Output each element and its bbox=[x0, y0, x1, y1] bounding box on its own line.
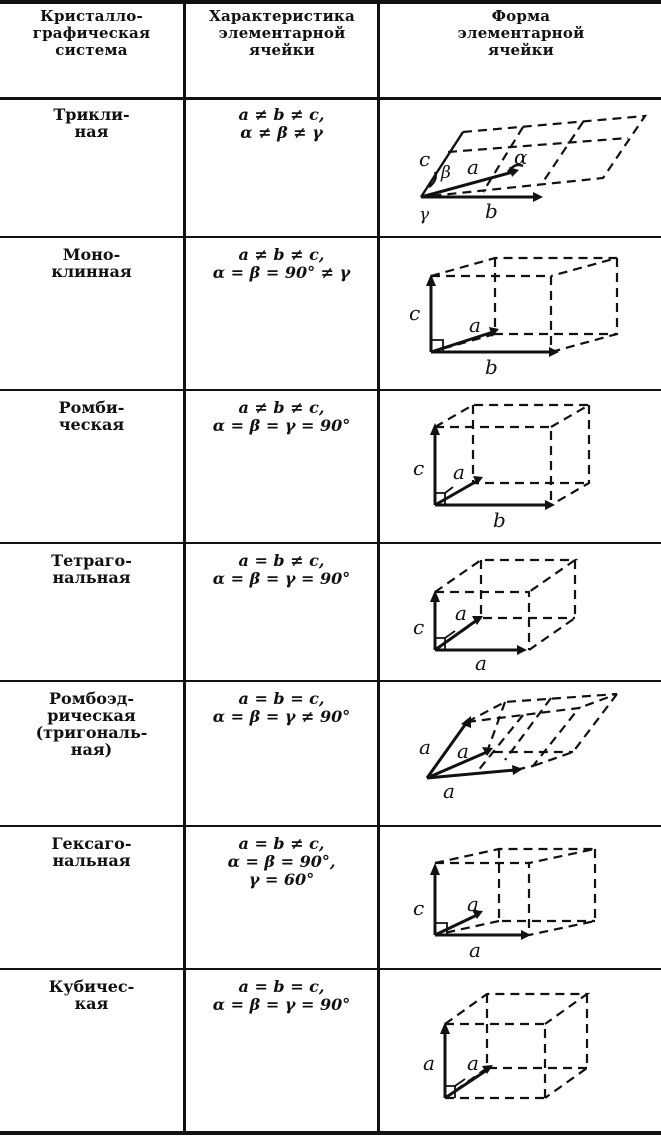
row-divider bbox=[0, 542, 661, 544]
hexagonal-cell-diagram bbox=[383, 829, 655, 965]
row-divider bbox=[0, 825, 661, 827]
system-name: Ромби- ческая bbox=[58, 398, 125, 434]
label-a: a bbox=[457, 739, 469, 763]
label-a: a bbox=[467, 892, 479, 916]
arrow-head-c bbox=[430, 863, 440, 875]
rhombohedral-cell-diagram bbox=[383, 684, 655, 824]
label-b: a bbox=[475, 651, 487, 675]
triclinic-cell-diagram bbox=[383, 100, 655, 234]
label-b: a bbox=[469, 938, 481, 962]
cell-characteristic: a = b = c, α = β = γ = 90° bbox=[212, 977, 351, 1014]
label-b: b bbox=[485, 355, 498, 379]
cubic-cell-diagram bbox=[383, 972, 655, 1128]
label-b: a bbox=[443, 779, 455, 803]
label-c: c bbox=[413, 456, 425, 480]
label-c: c bbox=[413, 896, 425, 920]
arrow-head-b bbox=[517, 645, 527, 655]
top-rule bbox=[0, 0, 661, 4]
row-divider bbox=[0, 968, 661, 970]
arrow-head-b bbox=[533, 192, 543, 202]
arrow-head-b bbox=[545, 500, 555, 510]
bottom-rule bbox=[0, 1131, 661, 1135]
label-b: b bbox=[485, 199, 498, 223]
row-divider bbox=[0, 680, 661, 682]
label-c: c bbox=[419, 147, 431, 171]
label-c: c bbox=[413, 615, 425, 639]
label-a: a bbox=[469, 313, 481, 337]
label-c: c bbox=[409, 301, 421, 325]
row-divider bbox=[0, 236, 661, 238]
label-a: a bbox=[453, 460, 465, 484]
cell-characteristic: a ≠ b ≠ c, α ≠ β ≠ γ bbox=[238, 105, 325, 142]
cell-characteristic: a ≠ b ≠ c, α = β = 90° ≠ γ bbox=[212, 245, 351, 282]
system-name: Моно- клинная bbox=[51, 245, 132, 281]
monoclinic-cell-diagram bbox=[383, 240, 655, 388]
system-name: Трикли- ная bbox=[53, 105, 130, 141]
label-a: a bbox=[467, 155, 479, 179]
header-cell-shape: Форма элементарной ячейки bbox=[457, 7, 585, 59]
header-crystal-system: Кристалло- графическая система bbox=[32, 7, 151, 59]
cell-characteristic: a ≠ b ≠ c, α = β = γ = 90° bbox=[212, 398, 351, 435]
cell-characteristic: a = b = c, α = β = γ ≠ 90° bbox=[212, 689, 351, 726]
cell-characteristic: a = b ≠ c, α = β = 90°, γ = 60° bbox=[227, 834, 336, 889]
label-alpha: α bbox=[514, 145, 528, 169]
label-b: b bbox=[493, 508, 506, 532]
label-c: a bbox=[423, 1051, 435, 1075]
system-name: Кубичес- кая bbox=[48, 977, 135, 1013]
orthorhombic-cell-diagram bbox=[383, 393, 655, 541]
label-a: a bbox=[467, 1051, 479, 1075]
label-gamma: γ bbox=[419, 205, 430, 225]
column-rule bbox=[377, 0, 380, 1135]
tetragonal-cell-diagram bbox=[383, 546, 655, 678]
system-name: Ромбоэд- рическая (тригональ- ная) bbox=[35, 689, 148, 759]
system-name: Тетраго- нальная bbox=[51, 551, 132, 587]
system-name: Гексаго- нальная bbox=[51, 834, 132, 870]
label-beta: β bbox=[441, 163, 451, 183]
label-c: a bbox=[419, 735, 431, 759]
label-a: a bbox=[455, 601, 467, 625]
cell-characteristic: a = b ≠ c, α = β = γ = 90° bbox=[212, 551, 351, 588]
row-divider bbox=[0, 389, 661, 391]
header-cell-characteristic: Характеристика элементарной ячейки bbox=[209, 7, 355, 59]
